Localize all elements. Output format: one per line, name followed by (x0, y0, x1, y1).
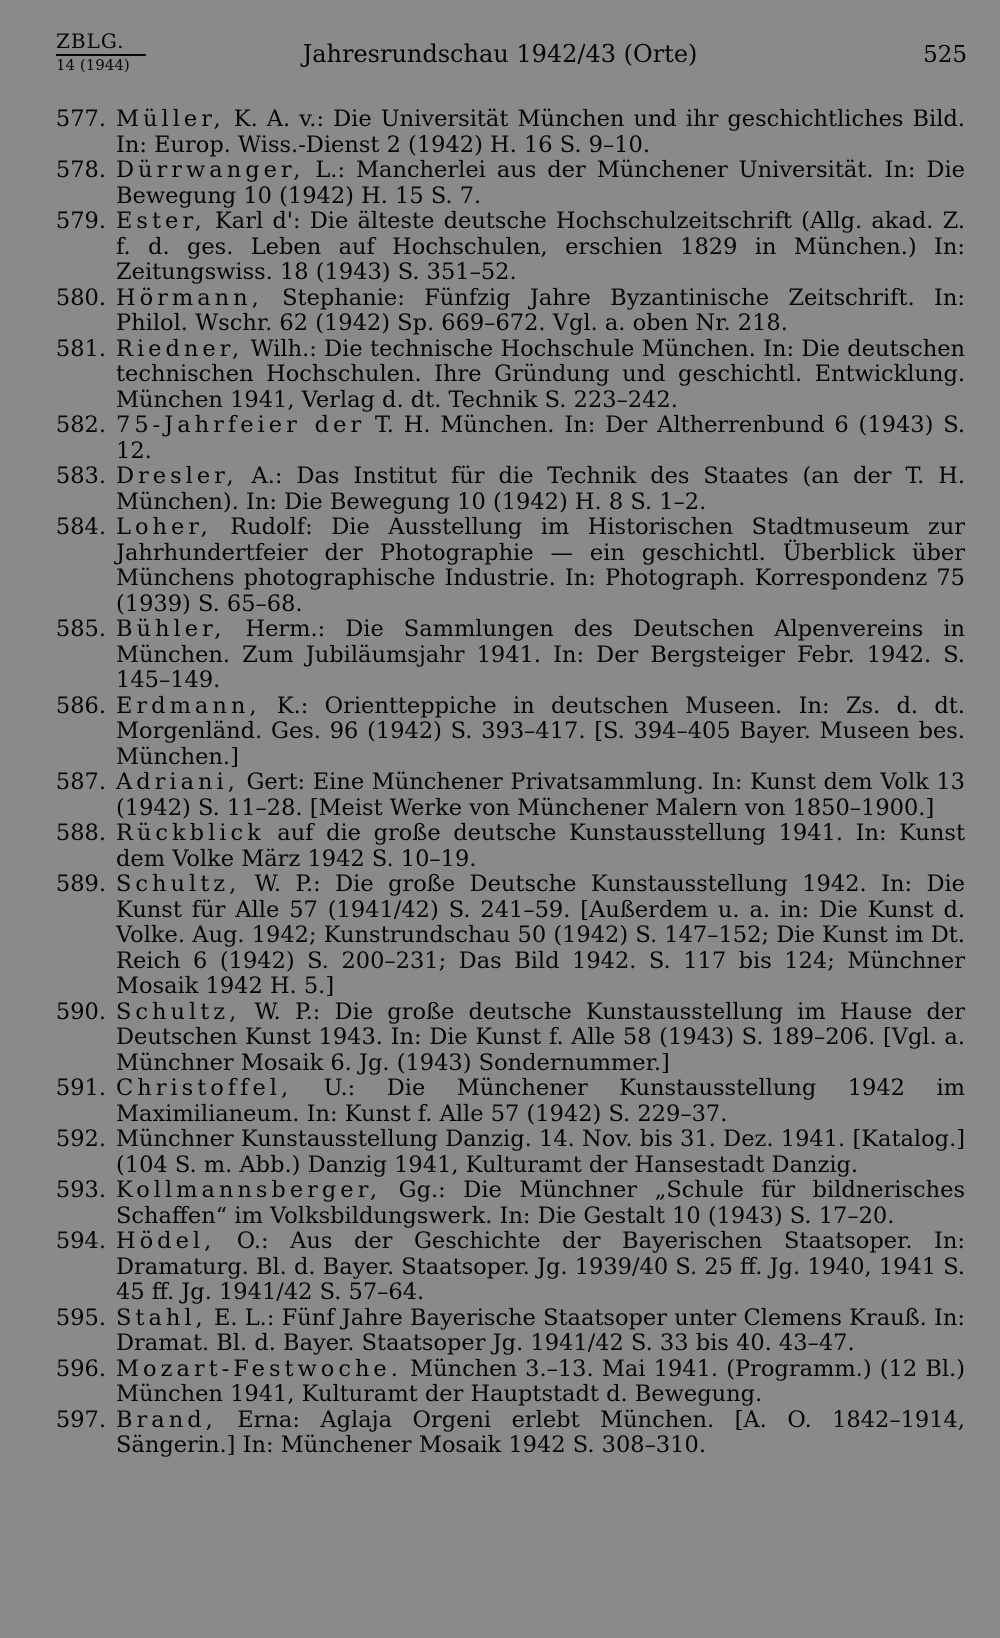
entry-author: 75-Jahrfeier der (116, 412, 366, 438)
entry-number: 596. (55, 1355, 106, 1382)
entry-text (116, 1127, 965, 1178)
entry-citation: Stephanie: Fünfzig Jahre Byzantinische Zeitschrift. In: Philol. Wschr. 62 (1942) Sp. 669–672. Vgl. a. oben Nr. 218. (116, 284, 965, 336)
entry-citation: K. A. v.: Die Universität München und ihr geschichtliches Bild. In: Europ. Wiss.-Dienst 2 (1942) H. 16 S. 9–10. (116, 106, 965, 158)
entry-text (116, 1306, 965, 1357)
entry-number: 586. (55, 692, 106, 719)
entry-citation: Münchner Kunstausstellung Danzig. 14. Nov. bis 31. Dez. 1941. [Katalog.] (104 S. m. Abb.) Danzig 1941, Kulturamt der Hansestadt Danzig. (116, 1126, 965, 1178)
bibliography-entry (40, 1127, 965, 1178)
entry-text (116, 107, 965, 158)
entry-text (116, 1000, 965, 1077)
entry-citation: T. H. München. In: Der Altherrenbund 6 (1943) S. 12. (116, 412, 966, 464)
entry-number: 583. (55, 463, 106, 489)
entry-number: 588. (55, 820, 106, 846)
entry-author: Mozart-Festwoche. (116, 1355, 402, 1382)
entry-citation: W. P.: Die große Deutsche Kunstausstellung 1942. In: Die Kunst für Alle 57 (1941/42) S. 241–59. [Außerdem u. a. in: Die Kunst d. Volke. Aug. 1942; Kunstrundschau 50 (1942) S. 147–152; Die Kunst im Dt. Reich 6 (1942) S. 200–231; Das Bild 1942. S. 117 bis 124; Münchner Mosaik 1942 H. 5.] (116, 871, 965, 999)
entry-citation: München 3.–13. Mai 1941. (Programm.) (12 Bl.) München 1941, Kulturamt der Hauptstadt d. Bewegung. (116, 1355, 965, 1407)
entry-text (116, 1229, 965, 1306)
page-number: 525 (923, 42, 967, 68)
bibliography-entry (40, 821, 965, 872)
entry-number: 581. (55, 335, 106, 362)
bibliography-entry (40, 617, 965, 694)
entry-text (116, 337, 965, 414)
entry-number: 595. (55, 1304, 106, 1331)
bibliography-entry (40, 694, 965, 771)
bibliography-entry (40, 1000, 965, 1077)
entry-text (116, 1178, 965, 1229)
entry-text (116, 1408, 965, 1459)
entry-number: 589. (55, 871, 106, 897)
bibliography-entry (40, 1178, 965, 1229)
journal-abbreviation: ZBLG. (56, 29, 125, 53)
entry-citation: L.: Mancherlei aus der Münchener Universität. In: Die Bewegung 10 (1942) H. 15 S. 7. (116, 157, 965, 209)
bibliography-entry (40, 515, 965, 617)
entry-number: 593. (55, 1177, 106, 1203)
entry-text (116, 286, 965, 337)
entry-text (116, 1076, 965, 1127)
bibliography-entry (40, 1076, 965, 1127)
journal-volume: 14 (1944) (56, 54, 146, 74)
entry-author: Müller, (116, 106, 225, 132)
entry-text (116, 209, 965, 286)
entry-author: Erdmann, (116, 692, 261, 719)
entry-number: 597. (55, 1406, 106, 1433)
entry-number: 594. (55, 1228, 106, 1254)
bibliography-entry (40, 1306, 965, 1357)
entry-author: Schultz, (116, 871, 241, 897)
entry-citation: Gert: Eine Münchener Privatsammlung. In: Kunst dem Volk 13 (1942) S. 11–28. [Meist Werke von Münchener Malern von 1850–1900.] (116, 769, 965, 821)
entry-text (116, 158, 965, 209)
entry-citation: auf die große deutsche Kunstausstellung 1941. In: Kunst dem Volke März 1942 S. 10–19. (116, 820, 965, 872)
entry-citation: Erna: Aglaja Orgeni erlebt München. [A. O. 1842–1914, Sängerin.] In: Münchener Mosaik 1942 S. 308–310. (116, 1406, 965, 1458)
entry-text (116, 515, 965, 617)
entry-citation: K.: Orientteppiche in deutschen Museen. In: Zs. d. dt. Morgenländ. Ges. 96 (1942) S. 393–417. [S. 394–405 Bayer. Museen bes. München.] (116, 692, 965, 770)
entry-author: Dürrwanger, (116, 157, 305, 183)
entry-author: Adriani, (116, 769, 239, 795)
entry-author: Rückblick (116, 820, 265, 846)
entry-citation: E. L.: Fünf Jahre Bayerische Staatsoper unter Clemens Krauß. In: Dramat. Bl. d. Bayer. Staatsoper Jg. 1941/42 S. 33 bis 40. 43–47. (116, 1304, 965, 1356)
entry-number: 590. (55, 998, 106, 1025)
bibliography-entry (40, 464, 965, 515)
bibliography-entry (40, 872, 965, 1000)
entry-number: 584. (55, 514, 106, 540)
entry-text (116, 821, 965, 872)
entry-author: Dresler, (116, 463, 238, 489)
entry-text (116, 464, 965, 515)
bibliography-entry (40, 413, 965, 464)
bibliography-entry (40, 770, 965, 821)
entry-text (116, 694, 965, 771)
bibliography-list (40, 107, 965, 1459)
entry-author: Bühler, (116, 616, 226, 642)
entry-text (116, 770, 965, 821)
entry-author: Stahl, (116, 1304, 207, 1331)
entry-number: 579. (55, 208, 106, 234)
entry-citation: O.: Aus der Geschichte der Bayerischen Staatsoper. In: Dramaturg. Bl. d. Bayer. Staatsoper. Jg. 1939/40 S. 25 ff. Jg. 1940, 1941 S. 45 ff. Jg. 1941/42 S. 57–64. (116, 1228, 965, 1305)
entry-author: Kollmannsberger, (116, 1177, 382, 1203)
entry-text (116, 617, 965, 694)
entry-citation: Gg.: Die Münchner „Schule für bildnerisches Schaffen“ im Volksbildungswerk. In: Die Gestalt 10 (1943) S. 17–20. (116, 1177, 965, 1229)
bibliography-entry (40, 107, 965, 158)
entry-citation: A.: Das Institut für die Technik des Staates (an der T. H. München). In: Die Bewegung 10 (1942) H. 8 S. 1–2. (116, 463, 965, 515)
entry-author: Ester, (116, 208, 206, 234)
entry-number: 577. (55, 106, 106, 132)
bibliography-entry (40, 158, 965, 209)
entry-author: Christoffel, (116, 1075, 293, 1101)
entry-author: Hörmann, (116, 284, 263, 311)
entry-citation: Herm.: Die Sammlungen des Deutschen Alpenvereins in München. Zum Jubiläumsjahr 1941. In: Der Bergsteiger Febr. 1942. S. 145–149. (116, 616, 965, 693)
entry-text (116, 872, 965, 1000)
entry-author: Loher, (116, 514, 212, 540)
bibliography-entry (40, 337, 965, 414)
entry-number: 592. (55, 1126, 106, 1152)
entry-number: 587. (55, 769, 106, 795)
bibliography-entry (40, 1229, 965, 1306)
entry-number: 580. (55, 284, 106, 311)
bibliography-entry (40, 286, 965, 337)
entry-author: Schultz, (116, 998, 241, 1025)
entry-citation: Karl d': Die älteste deutsche Hochschulzeitschrift (Allg. akad. Z. f. d. ges. Leben auf Hochschulen, erschien 1829 in München.) In: Zeitungswiss. 18 (1943) S. 351–52. (116, 208, 965, 285)
entry-text (116, 413, 965, 464)
entry-text (116, 1357, 965, 1408)
entry-number: 591. (55, 1075, 106, 1101)
entry-citation: W. P.: Die große deutsche Kunstausstellung im Hause der Deutschen Kunst 1943. In: Die Kunst f. Alle 58 (1943) S. 189–206. [Vgl. a. Münchner Mosaik 6. Jg. (1943) Sondernummer.] (116, 998, 965, 1076)
entry-author: Brand, (116, 1406, 217, 1433)
entry-number: 578. (55, 157, 106, 183)
entry-number: 585. (55, 616, 106, 642)
entry-citation: U.: Die Münchener Kunstausstellung 1942 im Maximilianeum. In: Kunst f. Alle 57 (1942) S. 229–37. (116, 1075, 965, 1127)
entry-citation: Wilh.: Die technische Hochschule München. In: Die deutschen technischen Hochschulen. Ihre Gründung und geschichtl. Entwicklung. München 1941, Verlag d. dt. Technik S. 223–242. (116, 335, 965, 413)
bibliography-entry (40, 1408, 965, 1459)
bibliography-entry (40, 209, 965, 286)
entry-number: 582. (55, 412, 106, 438)
entry-author: Hödel, (116, 1228, 216, 1254)
bibliography-entry (40, 1357, 965, 1408)
entry-citation: Rudolf: Die Ausstellung im Historischen Stadtmuseum zur Jahrhundertfeier der Photographie — ein geschichtl. Überblick über Münchens photographische Industrie. In: Photograph. Korrespondenz 75 (1939) S. 65–68. (116, 514, 965, 617)
entry-author: Riedner, (116, 335, 244, 362)
page-title: Jahresrundschau 1942/43 (Orte) (302, 40, 698, 68)
